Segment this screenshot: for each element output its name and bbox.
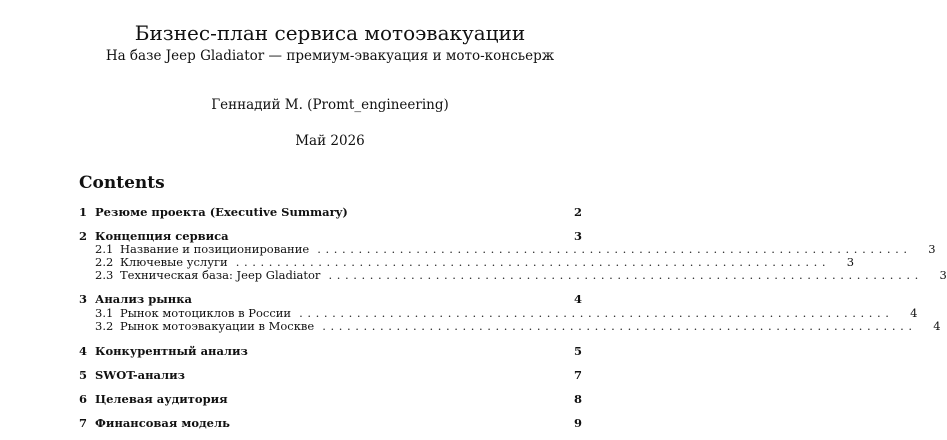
toc-entry-label: SWOT-анализ xyxy=(95,368,185,382)
toc-dot-leader: ........................................................................ xyxy=(317,242,912,256)
toc-entry-number: 2.1 xyxy=(95,242,114,256)
toc-entry-label: Концепция сервиса xyxy=(95,229,229,243)
toc-entry-page: 3 xyxy=(573,229,582,243)
toc-entry-number: 7 xyxy=(79,416,88,430)
toc-entry-label: Ключевые услуги xyxy=(120,255,228,269)
toc-entry-section[interactable] xyxy=(79,292,582,306)
toc-entry-number: 3.1 xyxy=(95,306,114,320)
document-date: Май 2026 xyxy=(295,133,365,149)
toc-entry-label: Техническая база: Jeep Gladiator xyxy=(120,268,321,282)
toc-entry-page: 3 xyxy=(939,268,947,282)
toc-entry-subsection[interactable] xyxy=(79,242,936,256)
toc-entry-label: Рынок мотоэвакуации в Москве xyxy=(120,319,315,333)
toc-entry-page: 7 xyxy=(573,368,582,382)
toc-entry-number: 1 xyxy=(79,205,88,219)
toc-entry-label: Целевая аудитория xyxy=(95,392,228,406)
toc-entry-page: 4 xyxy=(573,292,582,306)
toc-entry-label: Название и позиционирование xyxy=(120,242,310,256)
toc-dot-leader: ........................................................................ xyxy=(299,306,894,320)
toc-entry-section[interactable] xyxy=(79,392,582,406)
toc-entry-subsection[interactable] xyxy=(79,306,918,320)
toc-entry-label: Конкурентный анализ xyxy=(95,344,248,358)
toc-entry-page: 9 xyxy=(573,416,582,430)
toc-entry-page: 4 xyxy=(910,306,918,320)
toc-entry-section[interactable] xyxy=(79,205,582,219)
toc-entry-number: 5 xyxy=(79,368,88,382)
document-author: Геннадий М. (Promt_engineering) xyxy=(211,97,449,113)
toc-entry-section[interactable] xyxy=(79,368,582,382)
toc-entry-label: Финансовая модель xyxy=(95,416,230,430)
document-subtitle: На базе Jeep Gladiator — премиум-эвакуация и мото-консьерж xyxy=(105,48,555,64)
toc-entry-subsection[interactable] xyxy=(79,319,941,333)
toc-dot-leader: ........................................................................ xyxy=(322,319,917,333)
toc-entry-number: 2 xyxy=(79,229,88,243)
toc-entry-number: 2.2 xyxy=(95,255,114,269)
toc-dot-leader: ........................................................................ xyxy=(235,255,831,269)
toc-entry-page: 4 xyxy=(933,319,941,333)
toc-entry-label: Рынок мотоциклов в России xyxy=(120,306,292,320)
toc-entry-section[interactable] xyxy=(79,229,582,243)
toc-entry-page: 3 xyxy=(846,255,855,269)
toc-entry-page: 2 xyxy=(573,205,582,219)
contents-heading: Contents xyxy=(79,173,165,193)
toc-entry-page: 5 xyxy=(573,344,582,358)
toc-entry-number: 3 xyxy=(79,292,88,306)
toc-entry-label: Анализ рынка xyxy=(95,292,192,306)
toc-entry-number: 3.2 xyxy=(95,319,114,333)
toc-entry-subsection[interactable] xyxy=(79,268,947,282)
toc-entry-subsection[interactable] xyxy=(79,255,855,269)
document-title: Бизнес-план сервиса мотоэвакуации xyxy=(134,21,526,45)
toc-entry-number: 4 xyxy=(79,344,88,358)
toc-entry-label: Резюме проекта (Executive Summary) xyxy=(95,205,348,219)
toc-entry-page: 8 xyxy=(573,392,582,406)
toc-entry-number: 2.3 xyxy=(95,268,114,282)
toc-entry-section[interactable] xyxy=(79,344,582,358)
toc-entry-section[interactable] xyxy=(79,416,582,430)
toc-dot-leader: ........................................................................ xyxy=(328,268,923,282)
toc-entry-number: 6 xyxy=(79,392,88,406)
toc-entry-page: 3 xyxy=(928,242,936,256)
